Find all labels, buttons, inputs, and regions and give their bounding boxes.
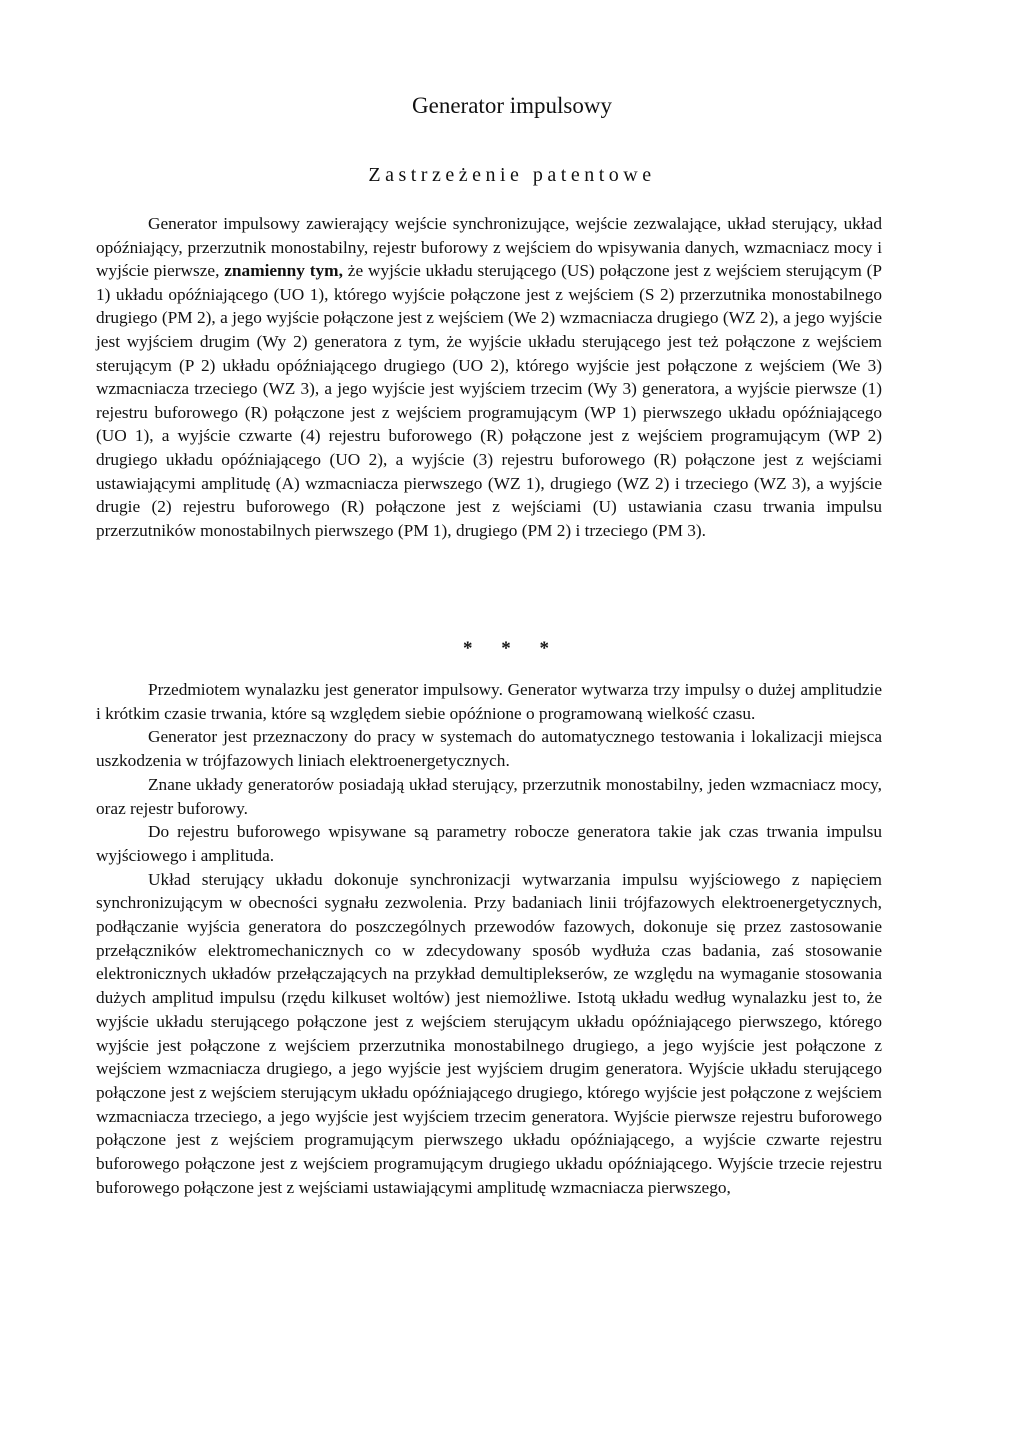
description-paragraph: Generator jest przeznaczony do pracy w systemach do automatycznego testowania i lokalizacji miejsca uszkodzenia w trójfazowych liniach elektroenergetycznych. — [96, 727, 882, 771]
section-separator: * * * — [463, 638, 561, 659]
description-paragraph: Układ sterujący układu dokonuje synchronizacji wytwarzania impulsu wyjściowego z napięciem synchronizującym w obecności sygnału zezwolenia. Przy badaniach linii trójfazowych elektroenergetycznych, podłączanie wyjścia generatora do poszczególnych przewodów fazowych, dokonuje się przez zastosowanie przełączników elektromechanicznych co w zdecydowany sposób wydłuża czas badania, zaś stosowanie elektronicznych układów przełączających na przykład demultiplekserów, ze względu na wymaganie stosowania dużych amplitud impulsu (rzędu kilkuset woltów) jest niemożliwe. Istotą układu według wynalazku jest to, że wyjście układu sterującego połączone jest z wejściem sterującym układu opóźniającego pierwszego, którego wyjście jest połączone z wejściem przerzutnika monostabilnego drugiego, a jego wyjście jest połączone z wejściem wzmacniacza drugiego, a jego wyjście jest wyjściem drugim generatora. Wyjście układu sterującego połączone jest z wejściem sterującym układu opóźniającego drugiego, którego wyjście jest połączone z wejściem wzmacniacza trzeciego, a jego wyjście jest wyjściem trzecim generatora. Wyjście pierwsze rejestru buforowego połączone jest z wejściem programującym pierwszego układu opóźniającego, a wyjście czwarte rejestru buforowego połączone jest z wejściem programującym drugiego układu opóźniającego. Wyjście trzecie rejestru buforowego połączone jest z wejściami ustawiającymi amplitudę wzmacniacza pierwszego, — [96, 869, 882, 1197]
claim-text-part1: Generator impulsowy zawierający wejście synchronizujące, wejście zezwalające, układ sterujący, układ opóźniający, przerzutnik monostabilny, rejestr buforowy z wejściem do wpisywania danych, wzmacniacz mocy i wyjście pierwsze, — [96, 214, 882, 281]
claim-text-part2: że wyjście układu sterującego (US) połączone jest z wejściem sterującym (P 1) układu opóźniającego (UO 1), którego wyjście połączone jest z wejściem (S 2) przerzutnika monostabilnego drugiego (PM 2), a jego wyjście połączone jest z wejściem (We 2) wzmacniacza drugiego (WZ 2), a jego wyjście jest wyjściem drugim (Wy 2) generatora z tym, że wyjście układu sterującego jest też połączone z wejściem sterującym (P 2) układu opóźniającego drugiego (UO 2), którego wyjście jest połączone z wejściem (We 3) wzmacniacza trzeciego (WZ 3), a jego wyjście jest wyjściem trzecim (Wy 3) generatora, a wyjście pierwsze (1) rejestru buforowego (R) połączone jest z wejściem programującym (WP 1) pierwszego układu opóźniającego (UO 1), a wyjście czwarte (4) rejestru buforowego (R) połączone jest z wejściem programującym (WP 2) drugiego układu opóźniającego (UO 2), a wyjście (3) rejestru buforowego (R) połączone jest z wejściami ustawiającymi amplitudę (A) wzmacniacza pierwszego (WZ 1), drugiego (WZ 2) i trzeciego (WZ 3), a wyjście drugie (2) rejestru buforowego (R) połączone jest z wejściami (U) ustawiania czasu trwania impulsu przerzutników monostabilnych pierwszego (PM 1), drugiego (PM 2) i trzeciego (PM 3). — [96, 261, 883, 540]
description — [96, 678, 882, 1199]
description-paragraph: Do rejestru buforowego wpisywane są parametry robocze generatora takie jak czas trwania impulsu wyjściowego i amplituda. — [96, 822, 882, 865]
claim-characterizing-phrase: znamienny tym, — [224, 261, 343, 281]
description-paragraph: Przedmiotem wynalazku jest generator impulsowy. Generator wytwarza trzy impulsy o dużej amplitudzie i krótkim czasie trwania, które są względem siebie opóźnione o programowaną wielkość czasu. — [96, 680, 882, 723]
description-paragraph: Znane układy generatorów posiadają układ sterujący, przerzutnik monostabilny, jeden wzmacniacz mocy, oraz rejestr buforowy. — [96, 774, 882, 818]
patent-claim — [96, 212, 882, 542]
claims-heading: Zastrzeżenie patentowe — [368, 164, 656, 186]
document-title: Generator impulsowy — [412, 93, 612, 118]
